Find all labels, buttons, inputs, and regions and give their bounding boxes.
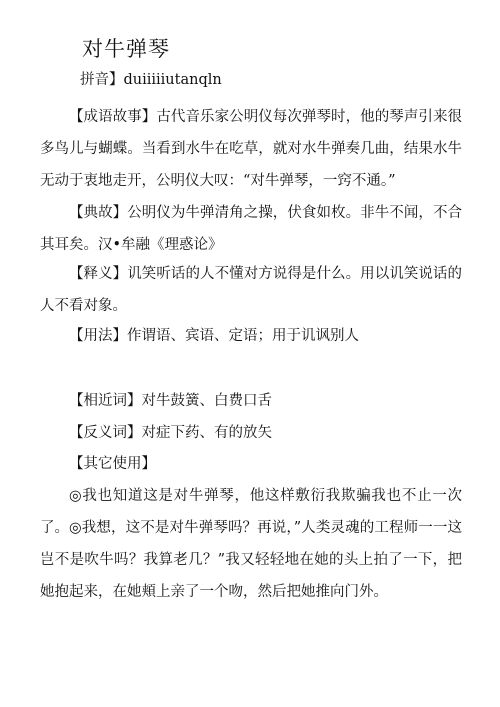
example-paragraph-2: ◎我想，这不是对牛弹琴吗？再说，”人类灵魂的工程师一一这岂不是吹牛吗？我算老几？”我又轻轻地在她的头上拍了一下，把她抱起来，在她頬上亲了一个吻，然后把她推向门外。 (40, 520, 462, 600)
usage-paragraph: 【用法】作谓语、宾语、定语；用于讥讽别人 (69, 328, 359, 344)
page-title: 对牛弹琴 (82, 37, 170, 61)
story-paragraph: 【成语故事】古代音乐家公明仪每次弹琴时，他的琴声引来很多鸟儿与蝴蝶。当看到水牛在吃草，就对水牛弹奏几曲，结果水牛无动于衷地走开，公明仪大叹：“对牛弹琴，一窍不通。” (40, 109, 462, 189)
example-paragraph-1: ◎我也知道这是对牛弹琴，他这样敷衍我欺骗我也不止一次了。 (40, 488, 462, 536)
source-paragraph: 【典故】公明仪为牛弹清角之操，伏食如枚。非牛不闻，不合其耳矣。汉•牟融《理惑论》 (40, 205, 462, 253)
synonyms-line: 【相近词】对牛鼓簧、白费口舌 (69, 393, 272, 409)
antonyms-line: 【反义词】对症下药、有的放矢 (69, 425, 272, 441)
other-usage-heading: 【其它使用】 (69, 456, 156, 472)
pinyin-line: 拼音】duiiiiiutanqln (80, 72, 222, 88)
meaning-paragraph: 【释义】讥笑听话的人不懂对方说得是什么。用以讥笑说话的人不看对象。 (40, 266, 462, 314)
